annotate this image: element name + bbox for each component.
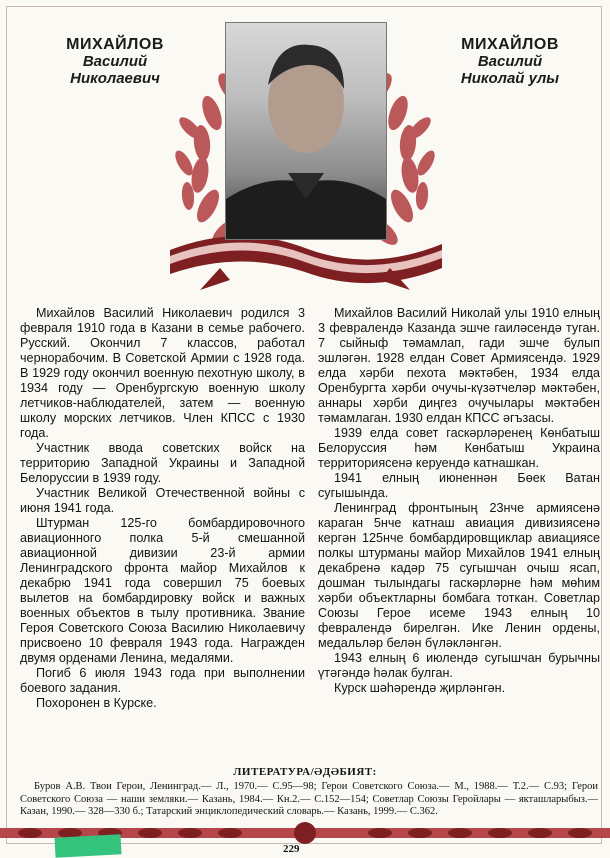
- portrait-silhouette-icon: [226, 23, 386, 239]
- name-block-tatar: [435, 36, 585, 87]
- bio-paragraph: 1943 елның 6 июлендә сугышчан бурычны үтәгәндә һәлак булган.: [318, 651, 600, 680]
- given-name-ru: Василий: [82, 53, 148, 70]
- surname-tt: МИХАЙЛОВ: [461, 36, 559, 53]
- bio-paragraph: Михайлов Василий Николай улы 1910 елның 3 февралендә Казанда эшче гаиләсендә туган. 7 сыйныф тәмамлап, гади эшче булып эшләгән. 1928 елдан Совет Армиясендә. 1929 елда хәрби пехота мәктәбен, 1934 елда Оренбургта хәрби очучы-күзәтчеләр мәктәбен, аннары хәрби диңгез очучылары мәктәбен тәмамлаган. 1930 елдан КПСС әгъзасы.: [318, 306, 600, 425]
- bio-paragraph: Ленинград фронтының 23нче армиясенә караган 5нче катнаш авиация дивизиясенә кергән 125нче бомбардировщиклар авиациясе полкы штурманы майор Михайлов 1941 елның декабренә кадәр 75 сугышчан очыш ясап, дошман тылындагы гаскәрләрне һәм мөһим хәрби объектларны бомбага тоткан. Советлар Союзы Герое исеме 1943 елның 10 февралендә бирелгән. Ике Ленин ордены, медальләр белән бүләкләнгән.: [318, 501, 600, 650]
- green-tape-mark: [55, 834, 122, 857]
- patronymic-tt: Николай улы: [460, 70, 560, 87]
- bio-paragraph: 1939 елда совет гаскәрләренең Көнбатыш Белоруссия һәм Көнбатыш Украина территориясенә керуендә катнашкан.: [318, 426, 600, 470]
- page-number: 229: [283, 843, 300, 855]
- bio-paragraph: Михайлов Василий Николаевич родился 3 февраля 1910 года в Казани в семье рабочего. Русский. Окончил 7 классов, работал чернорабочим. В Советской Армии с 1928 года. В 1929 году окончил военную пехотную школу, в 1934 году — Оренбургскую военную школу летчиков-наблюдателей, затем — военную школу морских летчиков. Член КПСС с 1930 года.: [20, 306, 305, 440]
- bio-paragraph: Штурман 125-го бомбардировочного авиационного полка 5-й смешанной авиационной дивизии 23-й армии Ленинградского фронта майор Михайлов к декабрю 1941 года совершил 75 боевых вылетов на бомбардировку войск и важных военных объектов в тылу противника. Звание Героя Советского Союза Василию Николаевичу присвоено 10 февраля 1943 года. Награжден двумя орденами Ленина, медалями.: [20, 516, 305, 665]
- surname-ru: МИХАЙЛОВ: [66, 36, 164, 53]
- bio-paragraph: Погиб 6 июля 1943 года при выполнении боевого задания.: [20, 666, 305, 695]
- ribbon-icon: [170, 236, 442, 290]
- bio-paragraph: Участник ввода советских войск на территорию Западной Украины и Западной Белоруссии в 1939 году.: [20, 441, 305, 485]
- bio-paragraph: 1941 елның июненнән Бөек Ватан сугышында.: [318, 471, 600, 500]
- literature-title: ЛИТЕРАТУРА/ӘДӘБИЯТ:: [233, 766, 377, 778]
- portrait-photo: [225, 22, 387, 240]
- bio-paragraph: Курск шәһәрендә җирләнгән.: [334, 681, 506, 695]
- biography-russian: [20, 306, 305, 711]
- biography-tatar: [318, 306, 600, 696]
- bio-paragraph: Участник Великой Отечественной войны с июня 1941 года.: [20, 486, 305, 515]
- bio-paragraph: Похоронен в Курске.: [36, 696, 157, 710]
- patronymic-ru: Николаевич: [70, 70, 160, 87]
- given-name-tt: Василий: [477, 53, 543, 70]
- literature-text: Буров А.В. Твои Герои, Ленинград.— Л., 1970.— С.95—98; Герои Советского Союза.— М., 1988.— Т.2.— С.93; Герои Советского Союза — наши земляки.— Казань, 1984.— Кн.2.— С.152—154; Советлар Союзы Геройлары — якташларыбыз.— Казан, 1990.— 328—330 б.; Татарский энциклопедический словарь.— Казань, 1999.— С.362.: [20, 781, 598, 817]
